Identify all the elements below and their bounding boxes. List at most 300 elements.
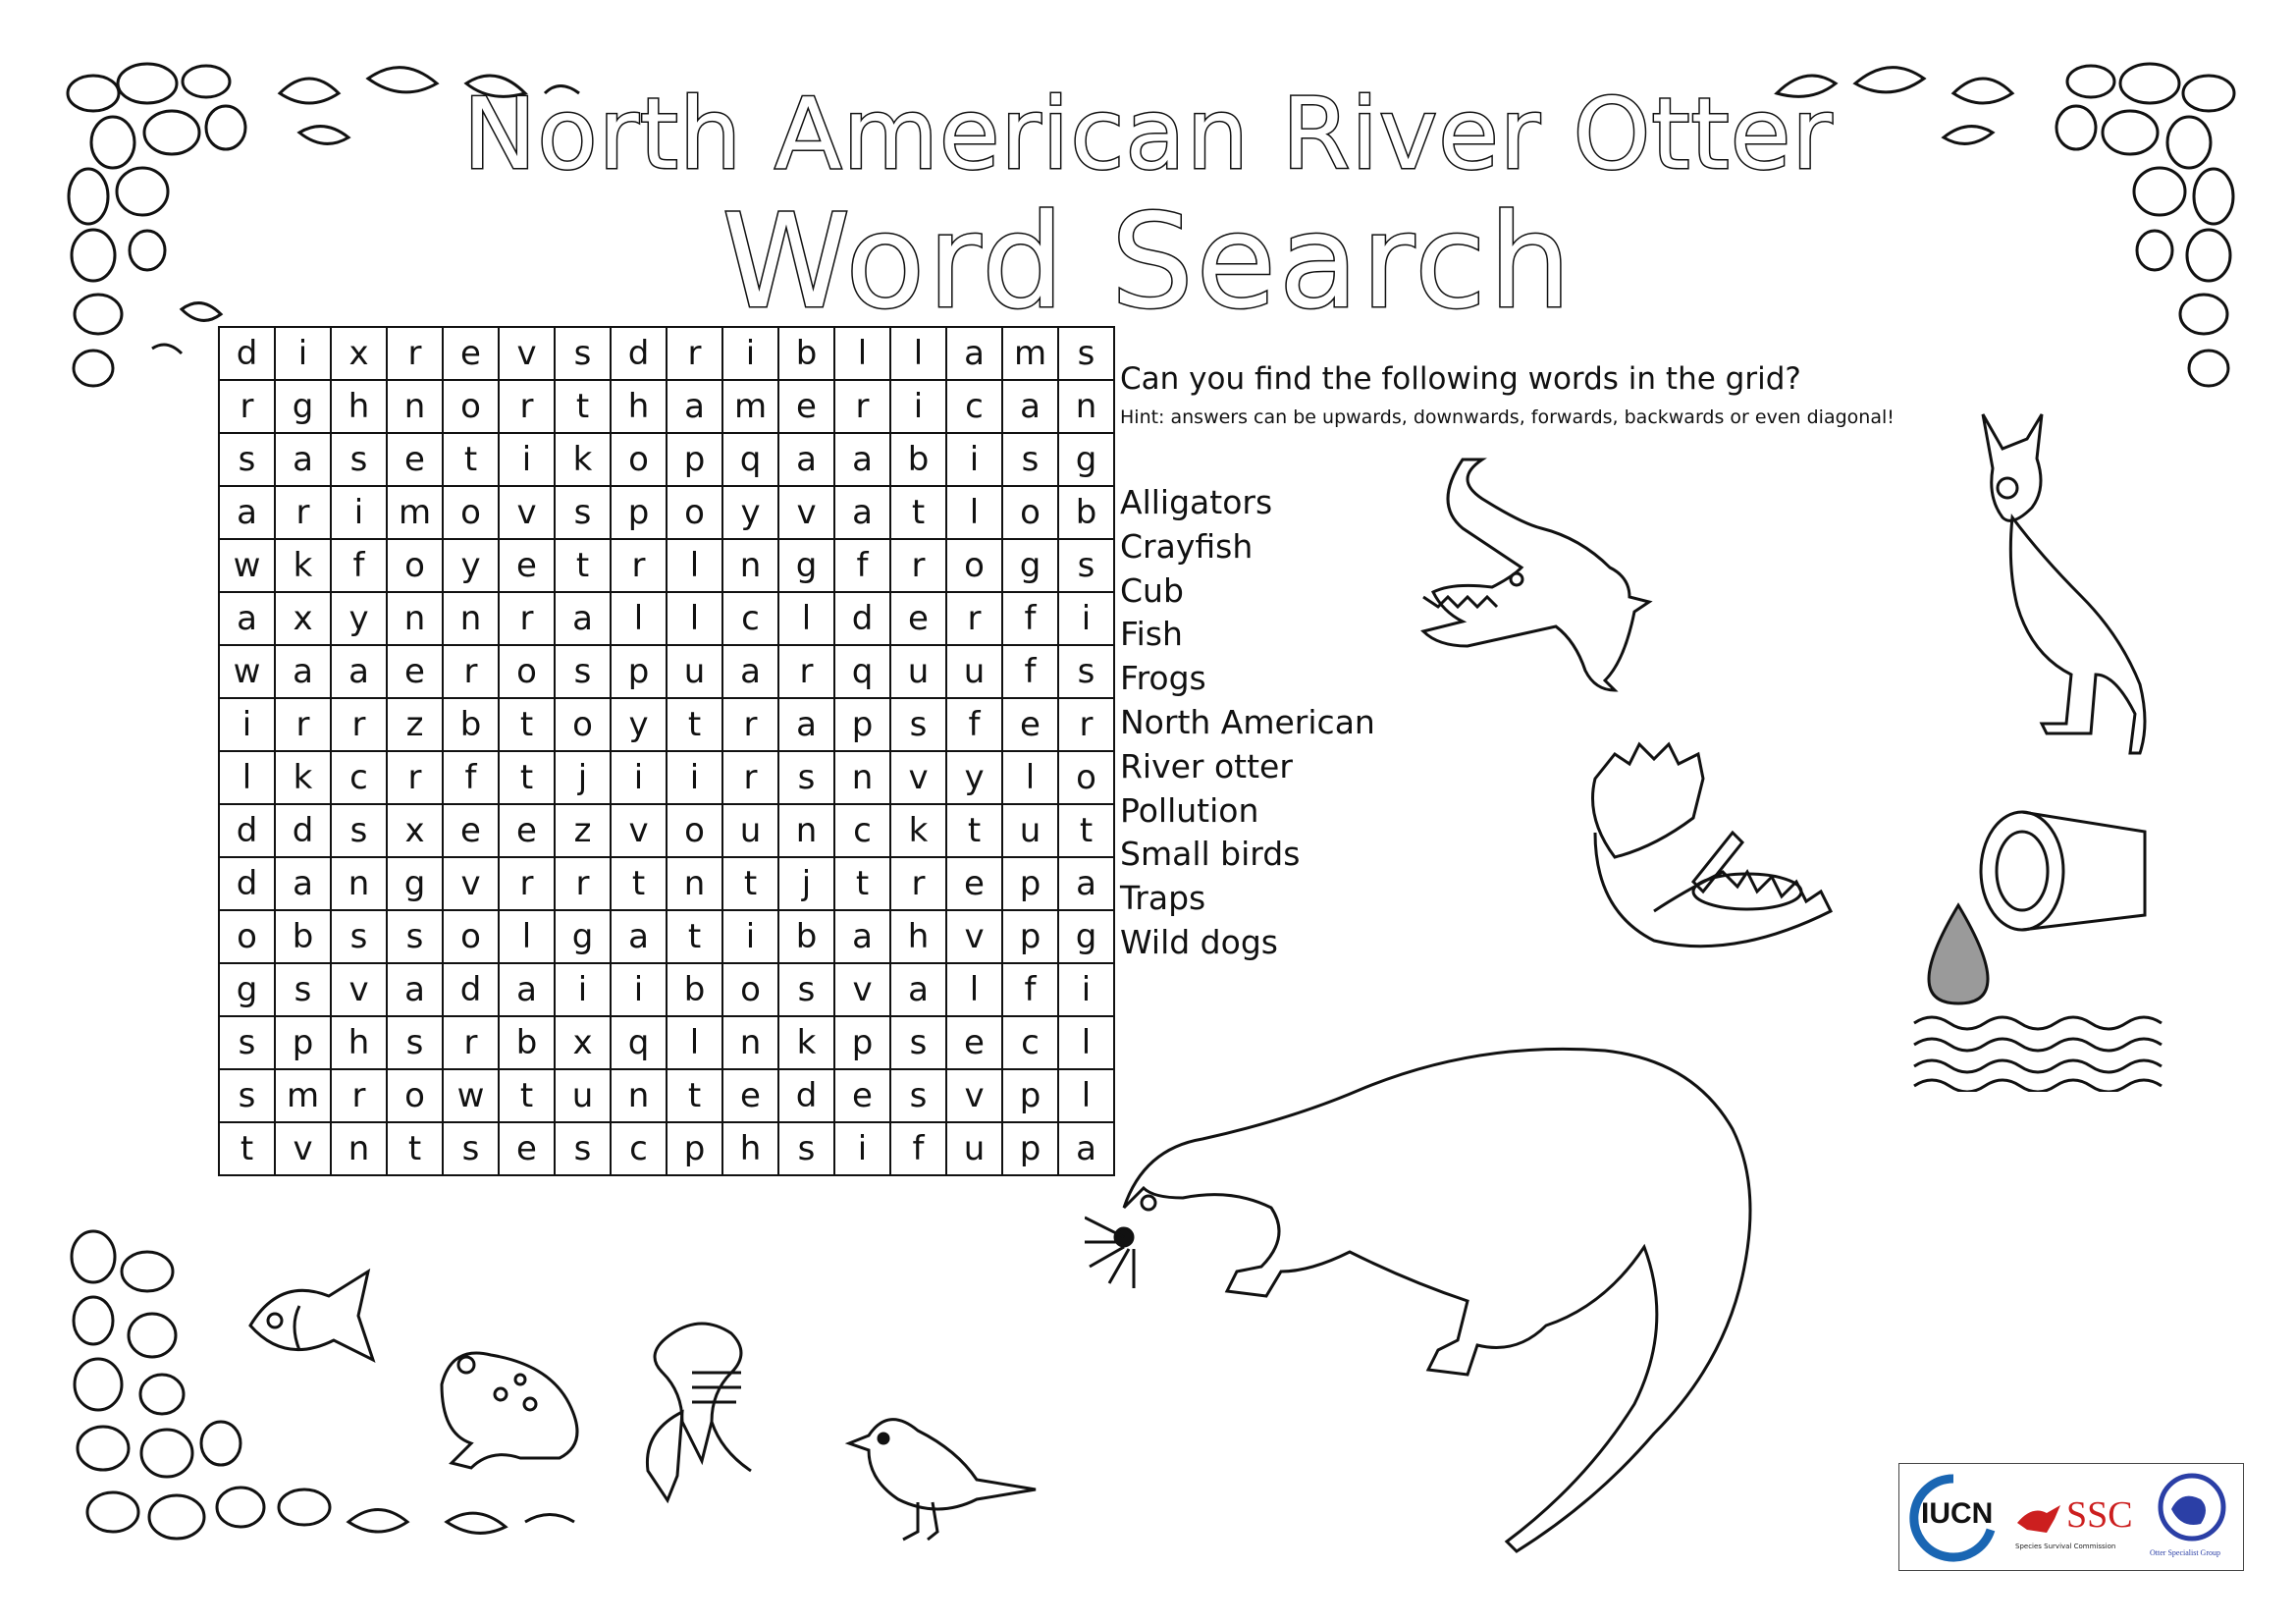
grid-cell: s [778,1122,834,1175]
grid-cell: t [834,857,890,910]
grid-cell: t [667,1069,722,1122]
grid-cell: j [555,751,611,804]
grid-cell: f [1002,592,1058,645]
grid-cell: s [1058,645,1114,698]
grid-cell: p [611,486,667,539]
grid-cell: p [1002,1122,1058,1175]
grid-cell: y [443,539,499,592]
grid-cell: r [946,592,1002,645]
grid-cell: u [667,645,722,698]
grid-cell: a [834,433,890,486]
grid-row [219,327,1114,380]
grid-cell: n [331,1122,387,1175]
grid-cell: r [778,645,834,698]
grid-cell: f [946,698,1002,751]
grid-cell: n [443,592,499,645]
grid-cell: s [331,804,387,857]
grid-cell: w [219,539,275,592]
grid-cell: t [1058,804,1114,857]
grid-cell: t [499,751,555,804]
grid-cell: t [219,1122,275,1175]
word-list-item: Traps [1120,879,1206,918]
grid-row [219,1122,1114,1175]
grid-cell: d [219,327,275,380]
grid-cell: r [275,698,331,751]
grid-cell: s [331,433,387,486]
grid-cell: t [387,1122,443,1175]
grid-row [219,1069,1114,1122]
grid-cell: l [1058,1016,1114,1069]
title-line-2: Word Search [721,187,1575,338]
ssc-logo-text: SSC [2066,1494,2133,1536]
grid-cell: r [499,380,555,433]
trap-icon [1575,734,1860,960]
grid-cell: d [443,963,499,1016]
grid-cell: r [722,751,778,804]
grid-cell: a [778,698,834,751]
grid-cell: e [387,645,443,698]
grid-cell: n [667,857,722,910]
grid-cell: t [611,857,667,910]
grid-cell: k [890,804,946,857]
grid-cell: e [834,1069,890,1122]
otter-icon [1085,1041,1791,1591]
grid-cell: e [1002,698,1058,751]
grid-cell: e [499,804,555,857]
grid-cell: s [275,963,331,1016]
grid-cell: e [890,592,946,645]
grid-cell: a [275,857,331,910]
grid-cell: s [555,486,611,539]
grid-cell: r [611,539,667,592]
grid-cell: k [275,539,331,592]
grid-cell: a [667,380,722,433]
grid-row [219,857,1114,910]
grid-cell: v [778,486,834,539]
ssc-caption: Species Survival Commission [2015,1543,2116,1550]
alligator-icon [1404,450,1698,695]
fish-icon [240,1267,388,1384]
grid-cell: f [1002,645,1058,698]
grid-cell: o [667,804,722,857]
grid-cell: o [219,910,275,963]
grid-cell: e [722,1069,778,1122]
pollution-pipe-icon [1909,797,2204,1092]
grid-cell: u [1002,804,1058,857]
grid-cell: t [555,539,611,592]
word-list-item: Cub [1120,570,1184,610]
grid-cell: s [890,698,946,751]
grid-cell: h [890,910,946,963]
grid-cell: a [219,486,275,539]
grid-cell: e [387,433,443,486]
grid-cell: i [611,751,667,804]
grid-cell: r [722,698,778,751]
grid-row [219,963,1114,1016]
grid-cell: d [219,857,275,910]
grid-cell: r [331,1069,387,1122]
grid-cell: v [499,327,555,380]
grid-cell: i [331,486,387,539]
grid-cell: m [722,380,778,433]
grid-cell: y [722,486,778,539]
grid-cell: l [667,539,722,592]
grid-cell: s [778,963,834,1016]
grid-cell: d [275,804,331,857]
grid-cell: n [387,380,443,433]
grid-cell: e [946,1016,1002,1069]
grid-cell: o [611,433,667,486]
grid-cell: r [331,698,387,751]
grid-cell: p [275,1016,331,1069]
grid-cell: a [499,963,555,1016]
grid-cell: m [1002,327,1058,380]
grid-cell: l [946,963,1002,1016]
word-list-item: Wild dogs [1120,922,1278,961]
grid-cell: i [1058,963,1114,1016]
grid-cell: r [387,751,443,804]
grid-cell: i [722,910,778,963]
grid-cell: v [499,486,555,539]
grid-cell: r [555,857,611,910]
grid-cell: f [443,751,499,804]
grid-cell: a [387,963,443,1016]
grid-cell: e [443,327,499,380]
grid-cell: r [499,857,555,910]
grid-cell: x [275,592,331,645]
grid-cell: v [946,910,1002,963]
grid-cell: o [443,910,499,963]
grid-cell: b [499,1016,555,1069]
partner-logos [1898,1463,2244,1571]
grid-cell: e [443,804,499,857]
grid-cell: g [387,857,443,910]
grid-cell: s [219,1069,275,1122]
grid-cell: s [555,645,611,698]
grid-cell: a [275,645,331,698]
grid-cell: s [778,751,834,804]
grid-cell: p [611,645,667,698]
grid-cell: n [331,857,387,910]
grid-cell: t [667,698,722,751]
word-search-grid [218,326,1115,1176]
grid-cell: p [1002,1069,1058,1122]
grid-cell: l [778,592,834,645]
grid-cell: w [443,1069,499,1122]
grid-cell: a [1058,1122,1114,1175]
grid-cell: s [443,1122,499,1175]
grid-cell: x [387,804,443,857]
grid-cell: o [499,645,555,698]
grid-cell: a [722,645,778,698]
grid-cell: r [219,380,275,433]
grid-cell: o [387,1069,443,1122]
grid-cell: a [219,592,275,645]
grid-cell: t [722,857,778,910]
grid-cell: i [611,963,667,1016]
grid-cell: e [778,380,834,433]
grid-cell: a [834,910,890,963]
grid-cell: k [778,1016,834,1069]
grid-cell: l [946,486,1002,539]
grid-cell: o [1058,751,1114,804]
grid-row [219,645,1114,698]
grid-row [219,910,1114,963]
grid-cell: a [834,486,890,539]
instructions-question: Can you find the following words in the grid? [1120,361,1801,397]
grid-cell: t [443,433,499,486]
grid-cell: n [1058,380,1114,433]
grid-cell: b [275,910,331,963]
grid-cell: a [555,592,611,645]
grid-cell: v [946,1069,1002,1122]
grid-cell: n [722,539,778,592]
grid-cell: f [890,1122,946,1175]
grid-cell: c [946,380,1002,433]
grid-cell: r [443,645,499,698]
grid-cell: e [499,1122,555,1175]
grid-cell: b [778,910,834,963]
grid-cell: i [1058,592,1114,645]
grid-cell: p [667,1122,722,1175]
grid-cell: i [890,380,946,433]
grid-cell: l [499,910,555,963]
grid-cell: j [778,857,834,910]
grid-cell: l [667,1016,722,1069]
grid-cell: o [387,539,443,592]
grid-cell: s [890,1016,946,1069]
grid-cell: o [443,380,499,433]
grid-cell: a [1058,857,1114,910]
grid-cell: m [275,1069,331,1122]
grid-row [219,751,1114,804]
grid-cell: s [219,433,275,486]
grid-cell: a [946,327,1002,380]
grid-cell: l [667,592,722,645]
grid-cell: h [331,380,387,433]
grid-cell: v [834,963,890,1016]
grid-cell: i [946,433,1002,486]
grid-cell: n [722,1016,778,1069]
grid-cell: m [387,486,443,539]
grid-cell: h [722,1122,778,1175]
grid-cell: y [611,698,667,751]
word-list-item: Frogs [1120,659,1206,698]
grid-cell: s [1058,327,1114,380]
grid-cell: s [555,1122,611,1175]
grid-cell: b [1058,486,1114,539]
grid-cell: a [611,910,667,963]
grid-cell: i [667,751,722,804]
grid-cell: g [275,380,331,433]
grid-cell: w [219,645,275,698]
grid-cell: o [946,539,1002,592]
grid-cell: u [555,1069,611,1122]
grid-cell: k [275,751,331,804]
grid-cell: q [611,1016,667,1069]
grid-cell: c [331,751,387,804]
grid-row [219,592,1114,645]
grid-cell: d [834,592,890,645]
word-list-item: Alligators [1120,483,1273,521]
grid-cell: n [834,751,890,804]
grid-cell: p [1002,910,1058,963]
grid-cell: l [1002,751,1058,804]
grid-cell: r [834,380,890,433]
grid-cell: g [1002,539,1058,592]
ssc-antelope-icon [2015,1503,2064,1538]
grid-cell: t [499,1069,555,1122]
grid-cell: u [722,804,778,857]
grid-cell: n [387,592,443,645]
grid-cell: u [946,645,1002,698]
grid-cell: l [834,327,890,380]
grid-cell: s [1002,433,1058,486]
grid-cell: c [722,592,778,645]
grid-cell: b [667,963,722,1016]
grid-cell: v [275,1122,331,1175]
grid-cell: x [555,1016,611,1069]
iucn-logo-text: IUCN [1921,1497,1994,1530]
grid-cell: y [946,751,1002,804]
grid-row [219,433,1114,486]
grid-cell: t [555,380,611,433]
grid-cell: l [1058,1069,1114,1122]
grid-cell: v [611,804,667,857]
grid-row [219,804,1114,857]
grid-cell: b [778,327,834,380]
grid-cell: x [331,327,387,380]
word-list-item: Fish [1120,615,1183,654]
grid-row [219,380,1114,433]
grid-cell: f [834,539,890,592]
word-list-item: Small birds [1120,835,1301,874]
grid-cell: a [275,433,331,486]
grid-cell: b [890,433,946,486]
word-list-item: River otter [1120,746,1293,785]
grid-cell: r [1058,698,1114,751]
grid-cell: c [611,1122,667,1175]
grid-cell: o [1002,486,1058,539]
grid-cell: s [555,327,611,380]
grid-cell: n [778,804,834,857]
grid-cell: r [890,539,946,592]
grid-cell: l [890,327,946,380]
grid-cell: n [611,1069,667,1122]
title-line-1: North American River Otter [462,77,1834,191]
grid-cell: h [331,1016,387,1069]
grid-cell: r [443,1016,499,1069]
grid-cell: s [387,910,443,963]
grid-cell: p [1002,857,1058,910]
otter-specialist-group-logo-icon [2150,1470,2234,1546]
grid-cell: h [611,380,667,433]
grid-cell: o [443,486,499,539]
grid-cell: q [722,433,778,486]
grid-cell: u [890,645,946,698]
osg-caption: Otter Specialist Group [2150,1548,2220,1557]
grid-cell: k [555,433,611,486]
grid-cell: r [499,592,555,645]
grid-cell: g [1058,910,1114,963]
word-list-item: Pollution [1120,790,1259,830]
grid-cell: a [890,963,946,1016]
grid-cell: d [778,1069,834,1122]
grid-cell: o [667,486,722,539]
grid-cell: p [834,1016,890,1069]
grid-cell: r [387,327,443,380]
grid-cell: r [275,486,331,539]
grid-cell: u [946,1122,1002,1175]
frog-icon [432,1335,589,1473]
grid-cell: z [555,804,611,857]
grid-cell: p [667,433,722,486]
grid-cell: i [555,963,611,1016]
grid-cell: o [555,698,611,751]
dog-icon [1963,405,2189,758]
grid-cell: d [219,804,275,857]
grid-cell: f [331,539,387,592]
grid-cell: v [443,857,499,910]
grid-cell: e [499,539,555,592]
grid-cell: o [722,963,778,1016]
grid-cell: b [443,698,499,751]
grid-cell: a [778,433,834,486]
word-list [1120,481,1375,965]
grid-cell: c [834,804,890,857]
grid-cell: z [387,698,443,751]
grid-cell: i [499,433,555,486]
grid-cell: q [834,645,890,698]
instructions-hint: Hint: answers can be upwards, downwards, forwards, backwards or even diagonal! [1120,406,1895,428]
grid-row [219,698,1114,751]
bird-icon [839,1404,1045,1542]
grid-cell: t [667,910,722,963]
grid-row [219,539,1114,592]
grid-cell: s [219,1016,275,1069]
grid-cell: v [331,963,387,1016]
grid-cell: g [555,910,611,963]
grid-cell: i [219,698,275,751]
grid-cell: y [331,592,387,645]
grid-cell: f [1002,963,1058,1016]
grid-cell: l [611,592,667,645]
grid-cell: g [1058,433,1114,486]
grid-cell: g [778,539,834,592]
grid-cell: i [275,327,331,380]
grid-cell: c [1002,1016,1058,1069]
grid-cell: p [834,698,890,751]
grid-row [219,1016,1114,1069]
grid-cell: a [331,645,387,698]
word-list-item: Crayfish [1120,526,1254,566]
grid-cell: s [1058,539,1114,592]
crayfish-icon [633,1314,771,1510]
grid-cell: t [499,698,555,751]
grid-row [219,486,1114,539]
grid-cell: l [219,751,275,804]
grid-cell: d [611,327,667,380]
grid-cell: s [331,910,387,963]
grid-cell: r [890,857,946,910]
grid-cell: r [667,327,722,380]
grid-cell: a [1002,380,1058,433]
grid-cell: e [946,857,1002,910]
grid-cell: t [946,804,1002,857]
grid-cell: i [834,1122,890,1175]
grid-cell: v [890,751,946,804]
grid-cell: t [890,486,946,539]
